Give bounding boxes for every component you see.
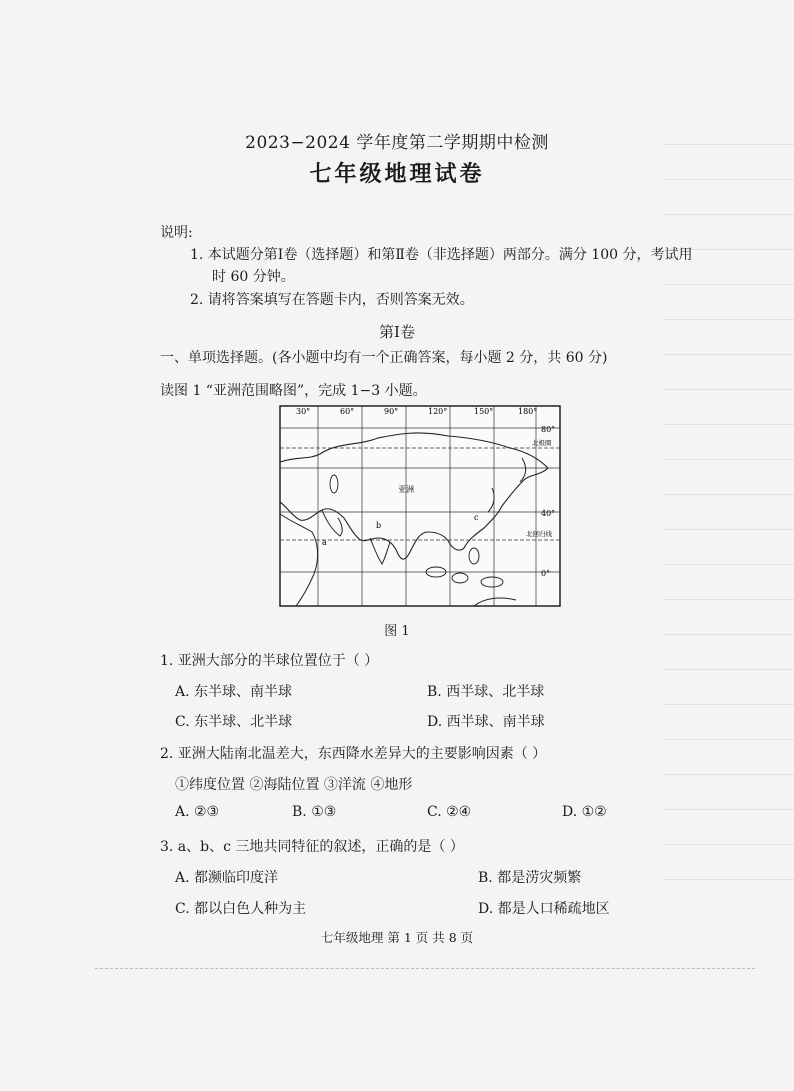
note-item-1-cont: 时 60 分钟。 <box>212 269 295 285</box>
question-2-option-c[interactable]: C. ②④ <box>427 804 472 820</box>
question-2-option-d[interactable]: D. ①② <box>562 804 607 820</box>
notes-label: 说明: <box>160 225 193 241</box>
exam-year-title: 2023−2024 学年度第二学期期中检测 <box>245 133 549 153</box>
svg-text:北回归线: 北回归线 <box>526 530 552 538</box>
question-1-option-a[interactable]: A. 东半球、南半球 <box>175 684 293 700</box>
svg-text:90°: 90° <box>384 407 399 416</box>
svg-text:120°: 120° <box>428 407 448 416</box>
section-title: 第Ⅰ卷 <box>379 323 415 341</box>
question-1-option-b[interactable]: B. 西半球、北半球 <box>427 684 545 700</box>
question-1-option-c[interactable]: C. 东半球、北半球 <box>175 714 293 730</box>
svg-text:北极圈: 北极圈 <box>532 439 552 447</box>
map-instruction: 读图 1 “亚洲范围略图”，完成 1−3 小题。 <box>160 383 427 399</box>
question-2-factors: ①纬度位置 ②海陆位置 ③洋流 ④地形 <box>175 777 413 793</box>
scan-edge-rule <box>95 968 755 969</box>
svg-text:30°: 30° <box>296 407 311 416</box>
svg-text:60°: 60° <box>340 407 355 416</box>
svg-text:80°: 80° <box>541 425 556 434</box>
svg-text:a: a <box>322 538 327 547</box>
question-3-option-b[interactable]: B. 都是涝灾频繁 <box>478 870 582 886</box>
question-2-option-b[interactable]: B. ①③ <box>292 804 337 820</box>
asia-map <box>278 402 563 610</box>
map-caption: 图 1 <box>384 624 410 639</box>
svg-text:0°: 0° <box>541 569 551 578</box>
svg-text:150°: 150° <box>474 407 494 416</box>
page-footer: 七年级地理 第 1 页 共 8 页 <box>320 930 474 945</box>
question-2-stem: 2. 亚洲大陆南北温差大，东西降水差异大的主要影响因素（ ） <box>160 746 547 762</box>
note-item-1: 1. 本试题分第Ⅰ卷（选择题）和第Ⅱ卷（非选择题）两部分。满分 100 分，考试用 <box>190 247 693 263</box>
svg-text:b: b <box>376 521 382 530</box>
question-1-option-d[interactable]: D. 西半球、南半球 <box>427 714 545 730</box>
svg-text:c: c <box>474 513 479 522</box>
question-3-stem: 3. a、b、c 三地共同特征的叙述，正确的是（ ） <box>160 839 464 855</box>
note-item-2: 2. 请将答案填写在答题卡内，否则答案无效。 <box>190 292 474 308</box>
section-instruction: 一、单项选择题。(各小题中均有一个正确答案，每小题 2 分，共 60 分) <box>160 350 608 366</box>
exam-subject-title: 七年级地理试卷 <box>309 161 485 187</box>
question-3-option-a[interactable]: A. 都濒临印度洋 <box>175 870 279 886</box>
bleed-through-text <box>664 110 794 910</box>
svg-text:亚洲: 亚洲 <box>398 485 414 494</box>
question-3-option-c[interactable]: C. 都以白色人种为主 <box>175 901 307 917</box>
svg-text:180°: 180° <box>518 407 538 416</box>
question-3-option-d[interactable]: D. 都是人口稀疏地区 <box>478 901 610 917</box>
svg-text:40°: 40° <box>541 509 556 518</box>
question-1-stem: 1. 亚洲大部分的半球位置位于（ ） <box>160 653 379 669</box>
question-2-option-a[interactable]: A. ②③ <box>175 804 220 820</box>
